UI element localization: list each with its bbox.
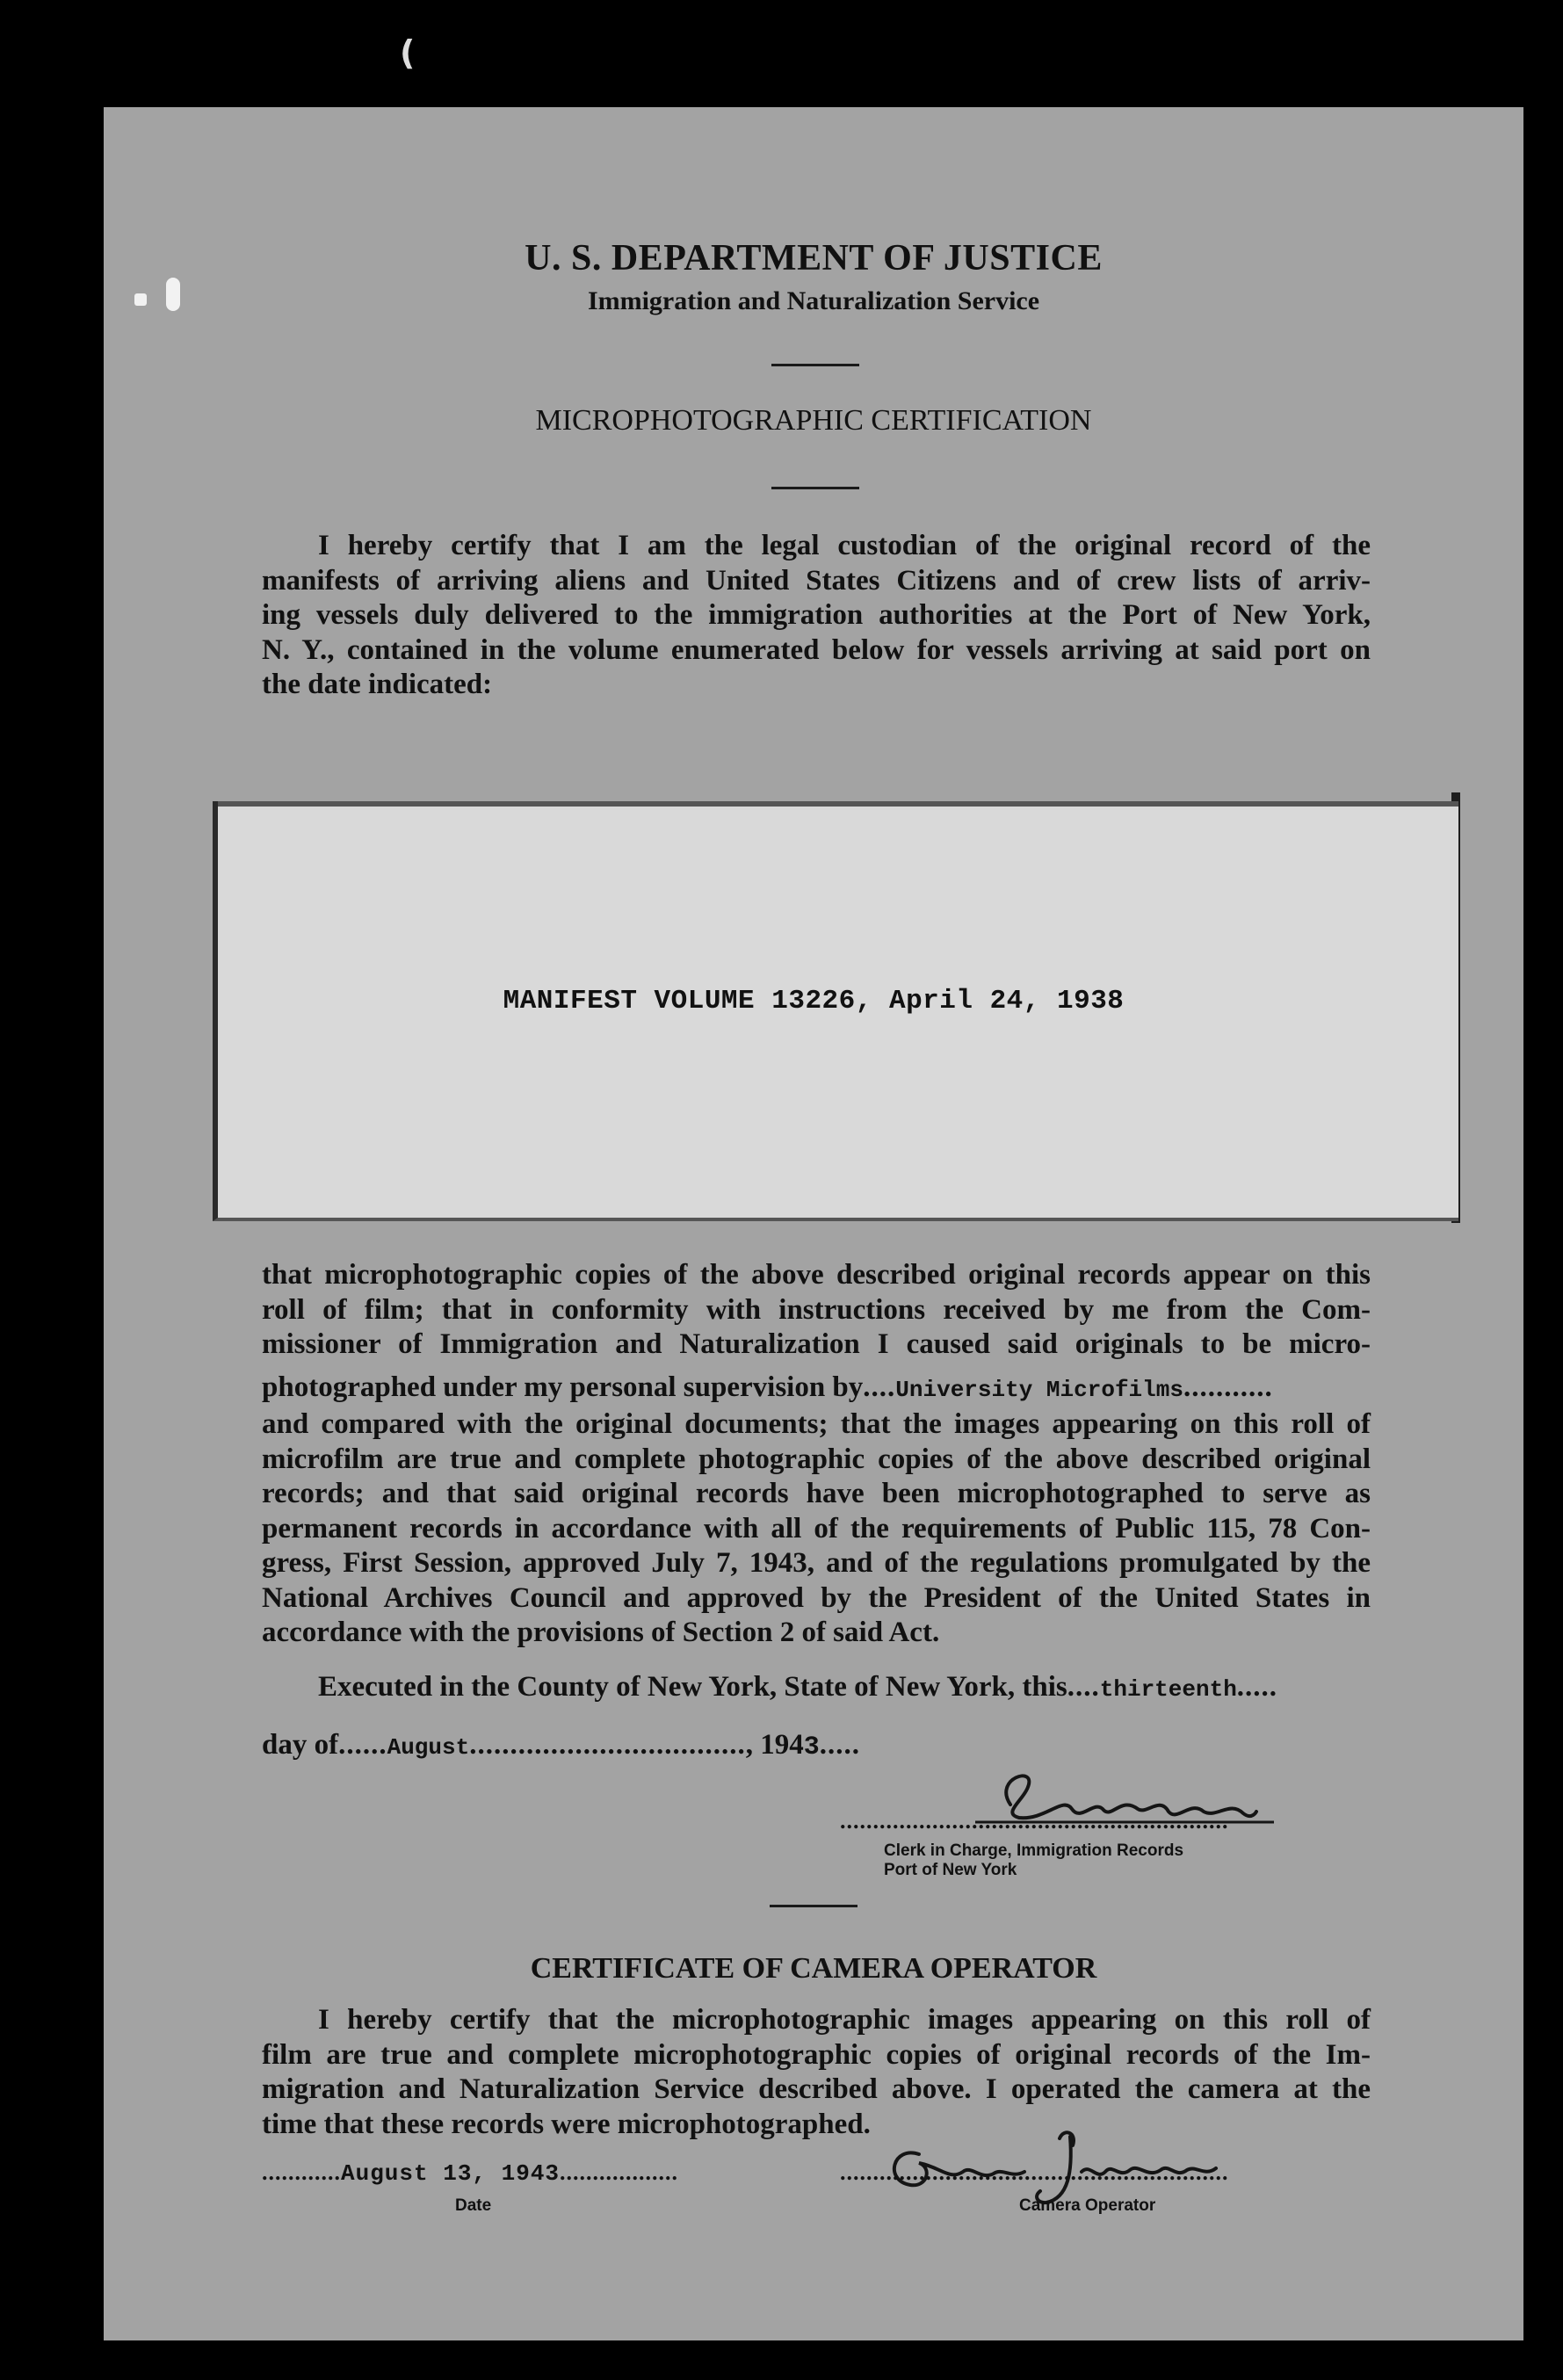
photographed-by-line: photographed under my personal supervision by....University Microfilms...........: [262, 1371, 1273, 1403]
date-caption: Date: [455, 2196, 492, 2215]
corner-mark: (: [400, 33, 416, 72]
text-line: migration and Naturalization Service described above. I operated the camera at the: [262, 2073, 1371, 2105]
text-line: manifests of arriving aliens and United States Citizens and of crew lists of arriv-: [262, 564, 1371, 597]
text-line: ing vessels duly delivered to the immigration authorities at the Port of New York,: [262, 599, 1371, 631]
year-suffix: 3: [803, 1733, 820, 1762]
text-line: microfilm are true and complete photographic copies of the above described original: [262, 1443, 1371, 1475]
day-of-line: day of......August.................................., 1943.....: [262, 1729, 860, 1762]
divider-rule: [771, 487, 859, 489]
day-of-month: August: [387, 1734, 470, 1761]
text-line: roll of film; that in conformity with instructions received by me from the Com-: [262, 1293, 1371, 1326]
text-line: missioner of Immigration and Naturalization I caused said originals to be micro-: [262, 1328, 1371, 1360]
text-line: that microphotographic copies of the above described original records appear on this: [262, 1259, 1371, 1291]
text-line: the date indicated:: [262, 669, 493, 700]
text-line: I hereby certify that I am the legal custodian of the original record of the: [318, 530, 1371, 561]
text-line: I hereby certify that the microphotographic images appearing on this roll of: [318, 2004, 1371, 2036]
certificate-page: [104, 107, 1523, 2340]
text-line: time that these records were microphotographed.: [262, 2108, 871, 2140]
text-line: accordance with the provisions of Section 2 of said Act.: [262, 1617, 940, 1648]
intro-paragraph: [262, 529, 1371, 703]
clerk-signature-line: ...........................................................: [840, 1808, 1229, 1834]
camera-operator-caption: Camera Operator: [1019, 2196, 1156, 2215]
department-heading: U. S. DEPARTMENT OF JUSTICE: [525, 238, 1103, 279]
text-line: and compared with the original documents; that the images appearing on this roll of: [262, 1408, 1371, 1440]
body-paragraph-b: [262, 1407, 1371, 1651]
text-line: National Archives Council and approved by the President of the United States in: [262, 1581, 1371, 1614]
clerk-title: [884, 1841, 1183, 1880]
text-line: film are true and complete microphotographic copies of original records of the Im-: [262, 2038, 1371, 2071]
certification-title: MICROPHOTOGRAPHIC CERTIFICATION: [535, 404, 1092, 437]
photographed-by-value: University Microfilms: [895, 1377, 1183, 1403]
clerk-title-line: Clerk in Charge, Immigration Records: [884, 1841, 1184, 1860]
year-prefix: , 194: [745, 1729, 804, 1761]
operator-signature-line: ...........................................................: [840, 2159, 1229, 2185]
day-of-prefix: day of: [262, 1729, 339, 1761]
executed-day: thirteenth: [1099, 1676, 1237, 1703]
executed-prefix: Executed in the County of New York, State of New York, this: [318, 1671, 1067, 1703]
executed-line: Executed in the County of New York, State of New York, this....thirteenth.....: [318, 1671, 1278, 1703]
camera-date-value: August 13, 1943: [341, 2160, 561, 2187]
body-paragraph-a: [262, 1258, 1371, 1363]
divider-rule: [771, 364, 859, 366]
camera-date-line: ............August 13, 1943..................: [262, 2159, 679, 2187]
divider-rule: [770, 1905, 857, 1907]
photographed-prefix: photographed under my personal supervision by: [262, 1371, 864, 1403]
manifest-label: MANIFEST VOLUME 13226, April 24, 1938: [503, 986, 1125, 1016]
text-line: records; and that said original records have been microphotographed to serve as: [262, 1478, 1371, 1509]
service-subheading: Immigration and Naturalization Service: [587, 286, 1040, 315]
text-line: gress, First Session, approved July 7, 1943, and of the regulations promulgated by the: [262, 1547, 1371, 1579]
clerk-title-line: Port of New York: [884, 1861, 1017, 1879]
text-line: permanent records in accordance with all of the requirements of Public 115, 78 Con-: [262, 1512, 1371, 1544]
camera-certificate-title: CERTIFICATE OF CAMERA OPERATOR: [530, 1952, 1097, 1985]
text-line: N. Y., contained in the volume enumerated below for vessels arriving at said port on: [262, 633, 1371, 666]
